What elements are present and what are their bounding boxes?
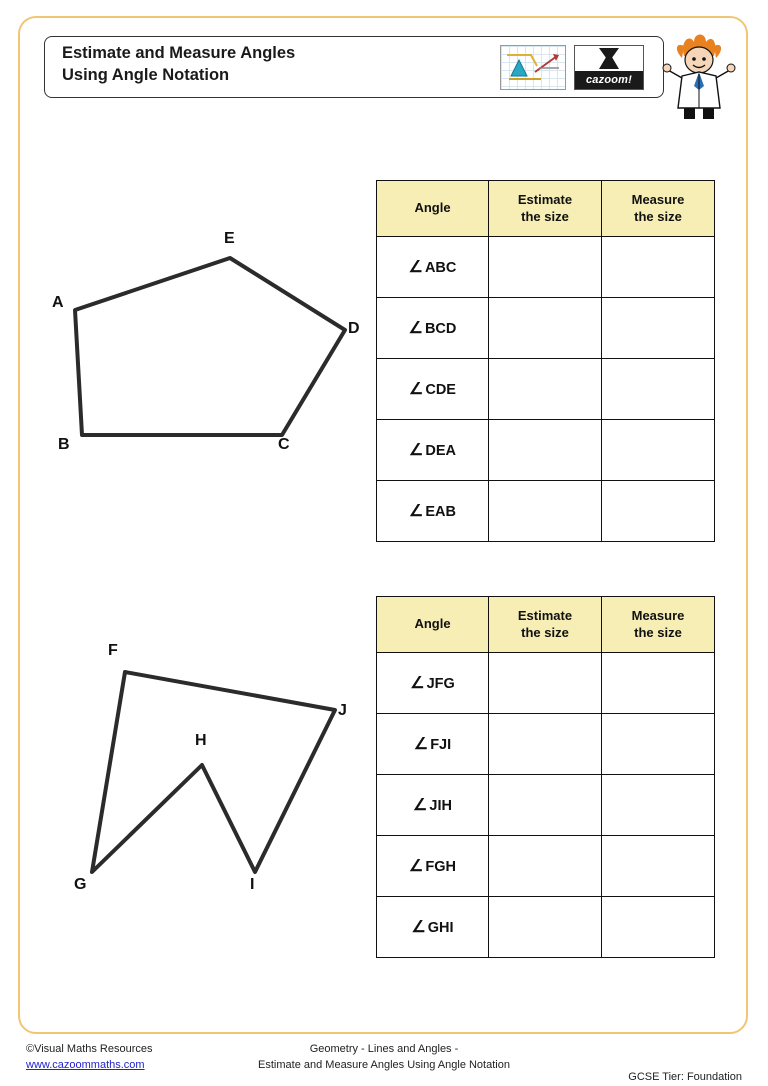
column-header-measure-line2: the size (634, 624, 682, 640)
shape-pentagon-abcde (30, 190, 370, 470)
angle-symbol-icon: ∠ (413, 797, 428, 814)
angle-label-cell (377, 481, 489, 542)
angle-name: JIH (429, 798, 452, 814)
vertex-label-F: F (108, 642, 118, 659)
table-row (377, 653, 715, 714)
measure-answer-cell[interactable] (602, 237, 715, 298)
measure-answer-cell[interactable] (602, 775, 715, 836)
angle-name: ABC (424, 260, 457, 276)
column-header-measure (602, 181, 715, 237)
angle-symbol-icon: ∠ (408, 320, 423, 337)
angle-label-cell (377, 237, 489, 298)
angle-symbol-icon: ∠ (409, 858, 424, 875)
angle-symbol-icon: ∠ (409, 503, 424, 520)
angle-label-cell (377, 420, 489, 481)
estimate-answer-cell[interactable] (489, 775, 602, 836)
estimate-answer-cell[interactable] (489, 481, 602, 542)
measure-answer-cell[interactable] (602, 481, 715, 542)
column-header-measure (602, 597, 715, 653)
table-row (377, 359, 715, 420)
vertex-label-H: H (195, 732, 207, 749)
vertex-label-B: B (58, 436, 70, 453)
column-header-estimate-line2: the size (521, 624, 569, 640)
angle-label-cell (377, 359, 489, 420)
angle-label-cell (377, 836, 489, 897)
table-header-row (377, 597, 715, 653)
column-header-estimate (489, 597, 602, 653)
protractor-grid-icon (500, 45, 566, 90)
table-row (377, 714, 715, 775)
column-header-measure-line1: Measure (631, 192, 685, 208)
table-row (377, 237, 715, 298)
angle-name: FGH (425, 859, 456, 875)
angle-name: GHI (427, 920, 454, 936)
angle-label-cell (377, 714, 489, 775)
angle-name: EAB (425, 504, 456, 520)
estimate-answer-cell[interactable] (489, 714, 602, 775)
angle-label-cell (377, 775, 489, 836)
vertex-label-C: C (278, 436, 290, 453)
angle-symbol-icon: ∠ (409, 381, 424, 398)
footer-website-link[interactable]: www.cazoommaths.com (26, 1058, 145, 1071)
column-header-estimate-line1: Estimate (517, 608, 573, 624)
angle-table-2 (376, 596, 715, 958)
angle-symbol-icon: ∠ (411, 919, 426, 936)
vertex-label-A: A (52, 294, 64, 311)
scientist-mascot-icon (660, 30, 736, 122)
estimate-answer-cell[interactable] (489, 237, 602, 298)
vertex-label-G: G (74, 876, 87, 893)
table-row (377, 775, 715, 836)
estimate-answer-cell[interactable] (489, 836, 602, 897)
table-row (377, 481, 715, 542)
vertex-label-I: I (250, 876, 255, 893)
cazoom-logo-mark (575, 46, 643, 71)
measure-answer-cell[interactable] (602, 420, 715, 481)
column-header-measure-line2: the size (634, 208, 682, 224)
estimate-answer-cell[interactable] (489, 359, 602, 420)
angle-symbol-icon: ∠ (410, 675, 425, 692)
measure-answer-cell[interactable] (602, 359, 715, 420)
footer-tier: GCSE Tier: Foundation (628, 1071, 742, 1083)
table-row (377, 420, 715, 481)
footer-center-line-1: Geometry - Lines and Angles - (309, 1043, 459, 1055)
vertex-label-D: D (348, 320, 360, 337)
angle-name: CDE (425, 382, 456, 398)
angle-name: DEA (425, 443, 456, 459)
estimate-answer-cell[interactable] (489, 653, 602, 714)
vertex-label-J: J (338, 702, 347, 719)
column-header-measure-line1: Measure (631, 608, 685, 624)
measure-answer-cell[interactable] (602, 653, 715, 714)
angle-symbol-icon: ∠ (409, 442, 424, 459)
measure-answer-cell[interactable] (602, 714, 715, 775)
table-header-row (377, 181, 715, 237)
table-row (377, 298, 715, 359)
column-header-angle (377, 597, 489, 653)
angle-table-1 (376, 180, 715, 542)
column-header-estimate-line2: the size (521, 208, 569, 224)
page-title (62, 42, 482, 87)
cazoom-logo (574, 45, 644, 90)
angle-label-cell (377, 653, 489, 714)
angle-symbol-icon: ∠ (408, 259, 423, 276)
measure-answer-cell[interactable] (602, 897, 715, 958)
shape-polygon-fghij (30, 610, 370, 910)
angle-name: JFG (426, 676, 455, 692)
column-header-angle-text: Angle (414, 200, 451, 216)
angle-label-cell (377, 897, 489, 958)
table-row (377, 897, 715, 958)
column-header-angle-text: Angle (414, 616, 451, 632)
column-header-estimate-line1: Estimate (517, 192, 573, 208)
measure-answer-cell[interactable] (602, 836, 715, 897)
column-header-estimate (489, 181, 602, 237)
measure-answer-cell[interactable] (602, 298, 715, 359)
page-title-line-2: Using Angle Notation (62, 66, 230, 85)
angle-label-cell (377, 298, 489, 359)
vertex-label-E: E (224, 230, 235, 247)
column-header-angle (377, 181, 489, 237)
angle-name: FJI (430, 737, 452, 753)
cazoom-logo-text: cazoom! (575, 71, 643, 89)
angle-name: BCD (424, 321, 457, 337)
estimate-answer-cell[interactable] (489, 897, 602, 958)
page-title-line-1: Estimate and Measure Angles (62, 44, 296, 62)
estimate-answer-cell[interactable] (489, 420, 602, 481)
footer-center-line-2: Estimate and Measure Angles Using Angle Notation (258, 1058, 510, 1071)
table-row (377, 836, 715, 897)
estimate-answer-cell[interactable] (489, 298, 602, 359)
footer-copyright: ©Visual Maths Resources (26, 1043, 153, 1055)
angle-symbol-icon: ∠ (413, 736, 429, 753)
